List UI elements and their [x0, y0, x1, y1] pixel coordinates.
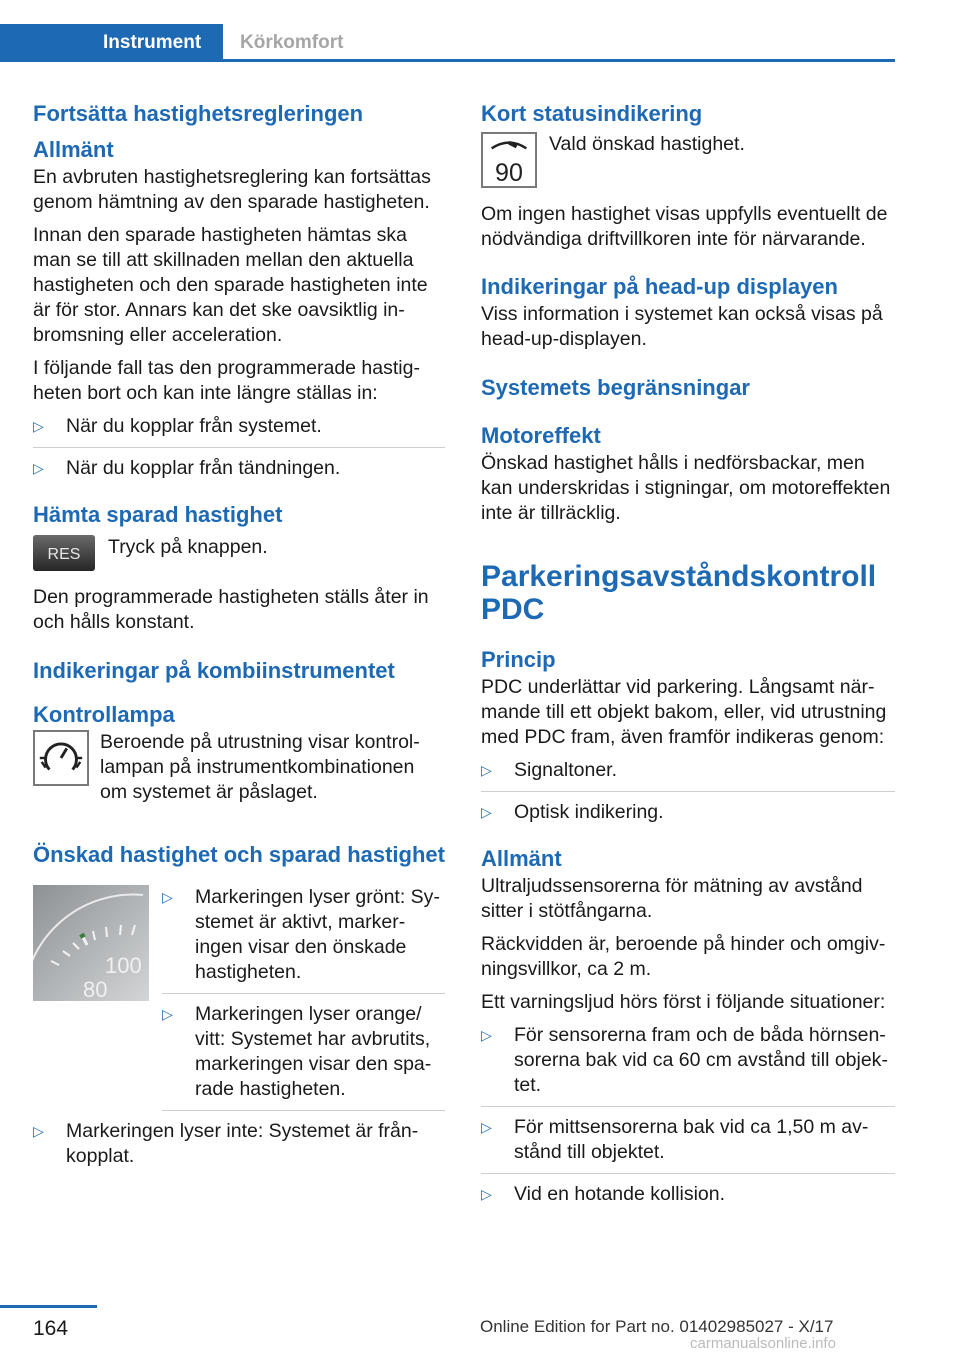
kontroll-text: Beroende på utrustning visar kontrollampan på instrumentkombinationen om systemet är påslaget.: [100, 731, 420, 803]
paragraph: Ett varningsljud hörs först i följande situationer:: [481, 991, 886, 1013]
subheading-hamta: Hämta sparad hastighet: [33, 502, 283, 527]
kort-text: Vald önskad hastighet.: [549, 133, 745, 155]
gauge-description: [162, 885, 445, 1111]
res-icon-label: RES: [47, 546, 81, 563]
bullet-list: [162, 885, 445, 1111]
subheading-kontroll: Kontrollampa: [33, 702, 175, 727]
list-item: ▷ Markeringen lyser grönt: Systemet är aktivt, markeringen visar den önskade hastigheten.: [162, 885, 445, 994]
paragraph: Om ingen hastighet visas uppfylls eventuellt de nödvändiga driftvillkoren inte för närvarande.: [481, 203, 888, 250]
kontroll-row: [33, 730, 445, 805]
paragraph: Innan den sparade hastigheten hämtas ska man se till att skillnaden mellan den aktuella hastigheten och den sparade hastigheten inte är för stor. Annars kan det ske oavsiktlig inbromsning eller acceleration.: [33, 224, 428, 346]
speedometer-gauge-image: [33, 885, 149, 1001]
list-item: ▷ Markeringen lyser orange/ vitt: Systemet har avbrutits, markeringen visar den sparade hastigheten.: [162, 1002, 445, 1111]
list-item: ▷ Signaltoner.: [481, 758, 895, 792]
bullet-list: [481, 758, 895, 825]
list-item: ▷ Markeringen lyser inte: Systemet är frånkopplat.: [33, 1119, 445, 1169]
list-item: ▷ För mittsensorerna bak vid ca 1,50 m avstånd till objektet.: [481, 1115, 895, 1174]
list-item: ▷ Vid en hotande kollision.: [481, 1182, 895, 1207]
gauge-label-80: 80: [83, 977, 108, 1001]
kort-row: [481, 132, 895, 188]
edition-line: Online Edition for Part no. 01402985027 - X/17: [480, 1317, 834, 1336]
paragraph: Den programmerade hastigheten ställs åter in och hålls konstant.: [33, 586, 429, 633]
bullet-list: [33, 1119, 445, 1169]
paragraph: PDC underlättar vid parkering. Långsamt närmande till ett objekt bakom, eller, vid utrustning med PDC fram, även framför indikeras genom:: [481, 676, 887, 748]
section-heading-indik: Indikeringar på kombiinstrumentet: [33, 658, 395, 683]
subheading-kort: Kort statusindikering: [481, 101, 703, 126]
cruise-control-lamp-icon: [33, 730, 89, 786]
subheading-motor: Motoreffekt: [481, 423, 601, 448]
section-heading-fortsatta: Fortsätta hastighetsregleringen: [33, 101, 364, 126]
res-button-icon: [33, 535, 95, 571]
right-column: [481, 100, 895, 1207]
section-heading-headup: Indikeringar på head-up displayen: [481, 274, 838, 299]
subheading-princip: Princip: [481, 647, 556, 672]
res-row: [33, 535, 445, 571]
tab-instrument[interactable]: Instrument: [0, 24, 223, 62]
paragraph: Räckvidden är, beroende på hinder och omgivningsvillkor, ca 2 m.: [481, 933, 886, 980]
bullet-list: [33, 414, 445, 481]
page-number: 164: [33, 1317, 69, 1340]
paragraph: I följande fall tas den programmerade hastigheten bort och kan inte längre ställas in:: [33, 357, 420, 404]
speed-icon-value: 90: [495, 159, 523, 188]
chapter-tab-bar: [0, 24, 895, 62]
bullet-list: [481, 1023, 895, 1207]
subheading-allmant: Allmänt: [481, 846, 562, 871]
chapter-heading-pdc: Parkeringsavståndskontroll PDC: [481, 560, 877, 626]
res-text: Tryck på knappen.: [108, 536, 268, 558]
list-item: ▷ Optisk indikering.: [481, 800, 895, 825]
set-speed-icon: [481, 132, 537, 188]
tab-korkomfort[interactable]: Körkomfort: [240, 32, 344, 53]
footer-rule: [0, 1305, 97, 1308]
subheading-allmant: Allmänt: [33, 137, 114, 162]
paragraph: Önskad hastighet hålls i nedförsbackar, men kan underskridas i stigningar, om motoreffekten inte är tillräcklig.: [481, 452, 891, 524]
paragraph: Viss information i systemet kan också visas på head-up-displayen.: [481, 303, 883, 350]
gauge-label-100: 100: [105, 953, 142, 978]
watermark: carmanualsonline.info: [690, 1335, 836, 1352]
subheading-onskad: Önskad hastighet och sparad hastighet: [33, 842, 445, 867]
list-item: ▷ När du kopplar från tändningen.: [33, 456, 445, 481]
left-column: [33, 100, 445, 1169]
section-heading-system: Systemets begränsningar: [481, 375, 750, 400]
paragraph: En avbruten hastighetsreglering kan fortsättas genom hämtning av den sparade hastigheten.: [33, 166, 431, 213]
list-item: ▷ För sensorerna fram och de båda hörnsensorerna bak vid ca 60 cm avstånd till objektet.: [481, 1023, 895, 1107]
gauge-row: [33, 885, 445, 1111]
list-item: ▷ När du kopplar från systemet.: [33, 414, 445, 448]
paragraph: Ultraljudssensorerna för mätning av avstånd sitter i stötfångarna.: [481, 875, 863, 922]
